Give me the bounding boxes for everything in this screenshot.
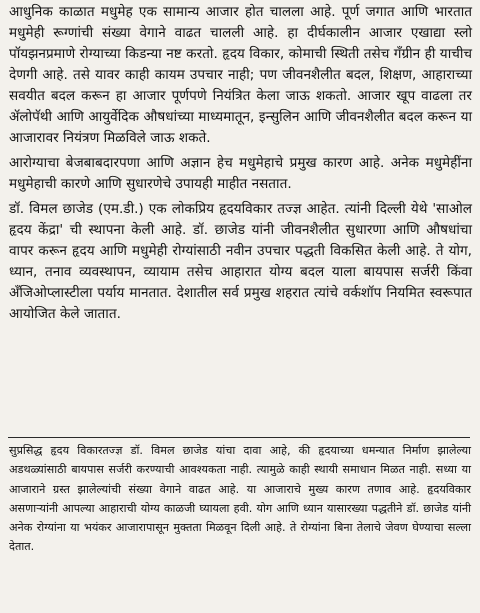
article-paragraph-3: डॉ. विमल छाजेड (एम.डी.) एक लोकप्रिय हृदयविकार तज्ज्ञ आहेत. त्यांनी दिल्ली येथे 'साओल हृदय केंद्रा' ची स्थापना केली आहे. डॉ. छाजेड यांनी जीवनशैलीत सुधारणा आणि औषधांचा वापर करून हृदय आणि मधुमेही रोग्यांसाठी नवीन उपचार पद्धती विकसित केली आहे. ते योग, ध्यान, तनाव व्यवस्थापन, व्यायाम तसेच आहारात योग्य बदल याला बायपास सर्जरी किंवा अँजिओप्लास्टीला पर्याय मानतात. देशातील सर्व प्रमुख शहरात त्यांचे वर्कशॉप नियमित स्वरूपात आयोजित केले जातात. [9,201,472,322]
article-paragraph-1: आधुनिक काळात मधुमेह एक सामान्य आजार होत चालला आहे. पूर्ण जगात आणि भारतात मधुमेही रूग्णांची संख्या वेगाने वाढत चालली आहे. हा दीर्घकालीन आजार एखाद्या स्लो पॉयझनप्रमाणे रोग्याच्या किडन्या नष्ट करतो. हृदय विकार, कोमाची स्थिती तसेच गँग्रीन ही याचीच देणगी आहे. तसे यावर काही कायम उपचार नाही; पण जीवनशैलीत बदल, शिक्षण, आहाराच्या सवयीत बदल करून हा आजार पूर्णपणे नियंत्रित केला जाऊ शकतो. आजार खूप वाढला तर ॲलोपॅथी आणि आयुर्वेदिक औषधांच्या माध्यमातून, इन्सुलिन आणि जीवनशैलीत बदल करून या आजारावर नियंत्रण मिळविले जाऊ शकते. [9,4,472,146]
article-body [9,2,472,329]
highlight-box [9,441,471,557]
highlight-text: सुप्रसिद्ध हृदय विकारतज्ज्ञ डॉ. विमल छाजेड यांचा दावा आहे, की हृदयाच्या धमन्यात निर्माण झालेल्या अडथळ्यांसाठी बायपास सर्जरी करण्याची आवश्यकता नाही. त्यामुळे काही स्थायी समाधान मिळत नाही. सध्या या आजाराने ग्रस्त झालेल्यांची संख्या वेगाने वाढत आहे. या आजाराचे मुख्य कारण तणाव आहे. हृदयविकार असणाऱ्यांनी आपल्या आहाराची योग्य काळजी घ्यायला हवी. योग आणि ध्यान यासारख्या पद्धतीने डॉ. छाजेड यांनी अनेक रोग्यांना या भयंकर आजारापासून मुक्तता मिळवून दिली आहे. ते रोग्यांना बिना तेलाचे जेवण घेण्याचा सल्ला देतात. [9,444,471,554]
article-paragraph-2: आरोग्याचा बेजबाबदारपणा आणि अज्ञान हेच मधुमेहाचे प्रमुख कारण आहे. अनेक मधुमेहींना मधुमेहाची कारणे आणि सुधारणेचे उपायही माहीत नसतात. [9,155,472,192]
section-divider [8,437,470,438]
